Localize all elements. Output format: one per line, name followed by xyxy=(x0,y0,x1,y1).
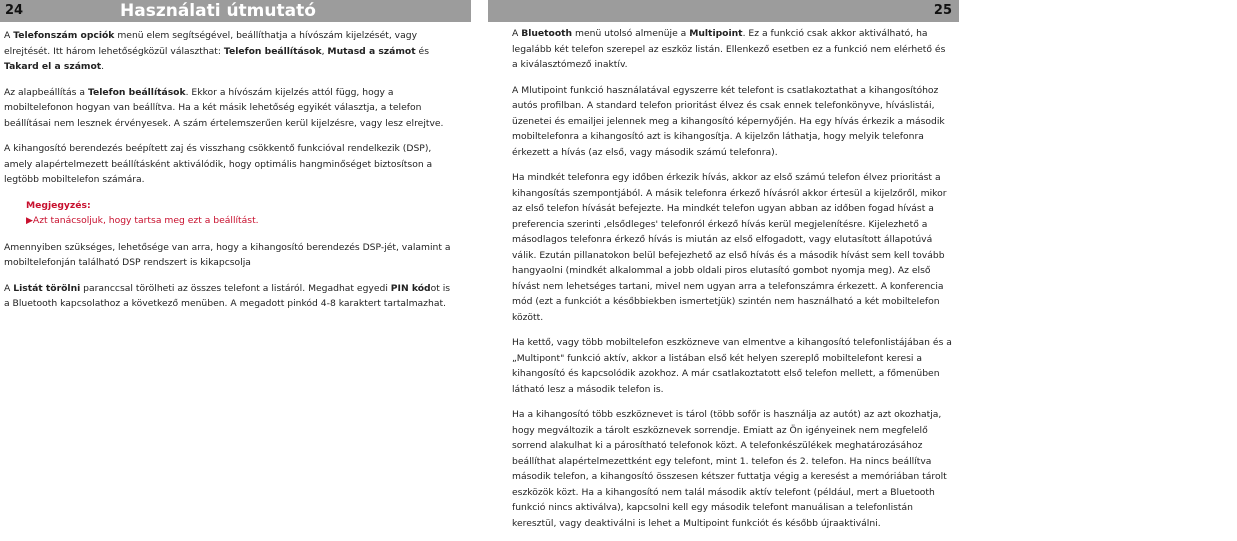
text-run: menü elem segítségével, beállíthatja a hívószám kijelzését, vagy elrejtését. Itt három lehetőségközül választhat: xyxy=(4,30,418,57)
left-paragraph-2 xyxy=(4,85,454,132)
note-text: Azt tanácsoljuk, hogy tartsa meg ezt a beállítást. xyxy=(32,215,259,226)
text-run: . Ez a funkció csak akkor aktiválható, ha legalább két telefon szerepel az eszköz listán. Ellenkező esetben ez a funkció nem elérhető és a kiválasztómező inaktív. xyxy=(512,28,946,70)
text-run: Az alapbeállítás a xyxy=(4,86,88,98)
bold-term: PIN kód xyxy=(390,282,431,294)
left-paragraph-5 xyxy=(4,281,454,312)
bold-term: Telefonszám opciók xyxy=(13,30,115,41)
left-header-bar xyxy=(0,0,471,22)
text-run: A xyxy=(4,282,14,294)
bold-term: Telefon beállítások xyxy=(87,86,186,98)
right-column xyxy=(512,26,952,541)
text-run: ot is a Bluetooth kapcsolathoz a következő menüben. A megadott pinkód 4-8 karaktert tartalmazhat. xyxy=(4,282,451,309)
triangle-bullet-icon: ▶ xyxy=(26,216,33,226)
text-run: menü utolsó almenüje a xyxy=(572,28,690,39)
right-paragraph-1 xyxy=(512,26,952,73)
left-paragraph-1 xyxy=(4,28,454,75)
left-column xyxy=(4,28,454,322)
right-paragraph-3: Ha mindkét telefonra egy időben érkezik hívás, akkor az első számú telefon élvez prioritást a kihangosítás szempontjából. A másik telefonra érkező hívásról akkor értesül a kijelzőről, mikor az első telefon hívását befejezte. Ha mindkét telefon ugyan abban az időben fogad hívást a preferencia szerinti ‚elsődleges' telefonról érkező hívás kerül megjelenítésre. Kijelezhető a másodlagos telefonra érkező hívás is miután az első elfogadott, vagy elutasított állapotúvá válik. Ezután pillanatokon belül befejezhető az első hívás és a második hívást sem kell tovább hangyaolni (mindkét alkalommal a jobb oldali piros elutasító gombot nyomja meg). Az első hívást nem lehetséges tartani, mivel nem ugyan arra a telefonszámra érkezett. A konferencia mód (ezt a funkciót a későbbiekben ismertetjük) szintén nem használható a két mobiltelefon között. xyxy=(512,172,947,323)
bold-term: Mutasd a számot xyxy=(327,45,416,57)
text-run: , xyxy=(321,45,328,57)
text-run: . Ekkor a hívószám kijelzés attól függ, hogy a mobiltelefonon hogyan van beállítva. Ha a két másik lehetőség egyikét választja, a telefon beállításai nem lesznek érvényesek. A szám értelemszerűen kerül kijelzésre, vagy lesz elrejtve. xyxy=(4,86,444,129)
text-run: A xyxy=(4,30,14,41)
text-run: . xyxy=(101,61,105,72)
bold-term: Multipoint xyxy=(689,28,743,39)
right-page-number: 25 xyxy=(933,3,952,18)
bold-term: Bluetooth xyxy=(521,28,573,39)
left-paragraph-4: Amennyiben szükséges, lehetősége van arra, hogy a kihangosító berendezés DSP-jét, valamint a mobiltelefonján található DSP rendszert is kikapcsolja xyxy=(4,241,451,268)
right-paragraph-5: Ha a kihangosító több eszköznevet is tárol (több sofőr is használja az autót) az azt okozhatja, hogy megváltozik a tárolt eszköznevek sorrendje. Emiatt az Ön igényeinek nem megfelelő sorrend alakulhat ki a párosítható telefonok közt. A telefonkészülékek meghatározásához beállíthat alapértelmezettként egy telefont, mint 1. telefon és 2. telefon. Ha nincs beállítva második telefon, a kihangosító összesen kétszer futtatja végig a keresést a memóriában tárolt eszközök közt. Ha a kihangosító nem talál második aktív telefont (például, mert a Bluetooth funkció nincs aktiválva), kapcsolni kell egy második telefont manuálisan a telefonlistán keresztül, vagy deaktiválni is lehet a Multipoint funkciót és később újraaktiválni. xyxy=(512,409,947,529)
right-page-title: Használati útmutató xyxy=(1136,1,1237,41)
right-paragraph-4: Ha kettő, vagy több mobiltelefon eszközneve van elmentve a kihangosító telefonlistájában és a „Multipont" funkció aktív, akkor a listában első két helyen szereplő mobiltelefont keresi a kihangosító és kapcsolódik azokhoz. A már csatlakoztatott első telefon mellett, a főmenüben látható lesz a második telefon is. xyxy=(512,337,952,395)
left-paragraph-3: A kihangosító berendezés beépített zaj és visszhang csökkentő funkcióval rendelkezik (DSP), amely alapértelmezett beállításként aktiválódik, hogy optimális hangminőséget biztosítson a legtöbb mobiltelefon számára. xyxy=(4,143,433,185)
bold-term: Listát törölni xyxy=(13,282,81,294)
right-paragraph-2: A Mlutipoint funkció használatával egyszerre két telefont is csatlakoztathat a kihangosítóhoz autós profilban. A standard telefon prioritást élvez és csak ennek telefonkönyve, híváslistái, üzenetei és emailjei jelennek meg a kihangosító képernyőjén. Ha egy hívás érkezik a második mobiltelefonra a kihangosító azt is kihangosítja. A kijelzőn láthatja, hogy melyik telefonra érkezett a hívás (az első, vagy második számú telefonra). xyxy=(512,84,945,158)
bold-term: Takard el a számot xyxy=(4,61,102,72)
left-page-title: Használati útmutató xyxy=(120,1,316,21)
note-body xyxy=(26,213,454,230)
text-run: és xyxy=(415,45,430,57)
note-title: Megjegyzés: xyxy=(26,199,91,211)
left-page-number: 24 xyxy=(5,3,24,18)
text-run: paranccsal törölheti az összes telefont a listáról. Megadhat egyedi xyxy=(80,282,391,294)
text-run: A xyxy=(512,28,522,39)
bold-term: Telefon beállítások xyxy=(223,45,322,57)
